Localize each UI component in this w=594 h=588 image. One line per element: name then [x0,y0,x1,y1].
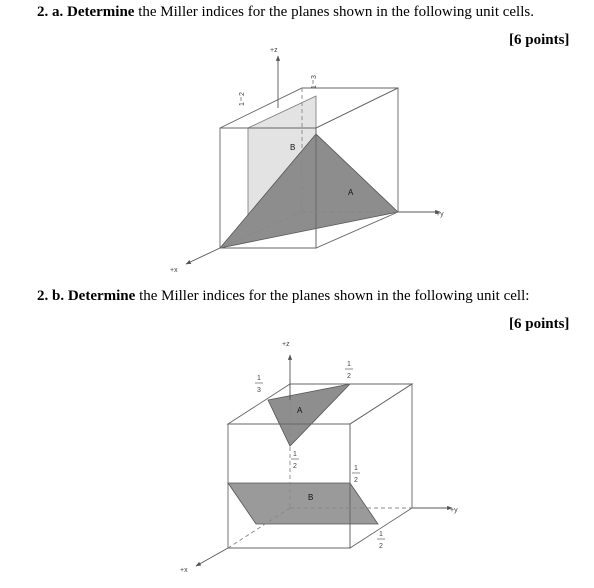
figure-b-frac-top-half [345,361,353,380]
svg-text:2: 2 [293,463,297,470]
question-b-verb: Determine [67,288,136,304]
question-a-rest: the Miller indices for the planes shown in the following unit cells. [138,4,534,20]
figure-b-frac-right-half [352,465,360,484]
svg-text:2: 2 [354,477,358,484]
figure-a-label-b: B [290,143,296,152]
question-b-rest: the Miller indices for the planes shown in the following unit cell: [139,288,530,304]
svg-text:2: 2 [347,373,351,380]
svg-text:1: 1 [354,465,358,472]
figure-b-x-axis [196,548,228,566]
svg-text:2: 2 [239,92,246,96]
figure-b-axis-y-label: +y [450,507,458,514]
question-b-number: 2. b. [37,288,65,304]
svg-text:2: 2 [379,543,383,550]
figure-b-frac-mid-half [291,451,299,470]
svg-text:1: 1 [239,102,246,106]
figure-b-label-a: A [297,406,303,415]
svg-text:1: 1 [293,451,297,458]
figure-b-plane-b [228,483,378,524]
svg-text:1: 1 [257,375,261,382]
figure-b-frac-bottom-half [377,531,385,550]
question-a-number: 2. a. [37,4,64,20]
question-a-verb: Determine [67,4,135,20]
figure-b-axis-x-label: +x [180,567,188,574]
svg-text:1: 1 [379,531,383,538]
svg-text:3: 3 [311,75,318,79]
figure-b-plane-a [268,384,350,446]
question-a-points: [6 points] [509,32,570,48]
figure-a-axis-z-label: +z [270,47,278,54]
svg-text:3: 3 [257,387,261,394]
svg-text:1: 1 [347,361,351,368]
figure-b-frac-third [255,375,263,394]
figure-b-axis-z-label: +z [282,341,290,348]
figure-a-axis-x-label: +x [170,267,178,274]
question-b-points: [6 points] [509,316,570,332]
figure-b-label-b: B [308,493,314,502]
figure-a-axis-y-label: +y [436,211,444,218]
svg-text:1: 1 [311,85,318,89]
figure-a-label-a: A [348,188,354,197]
